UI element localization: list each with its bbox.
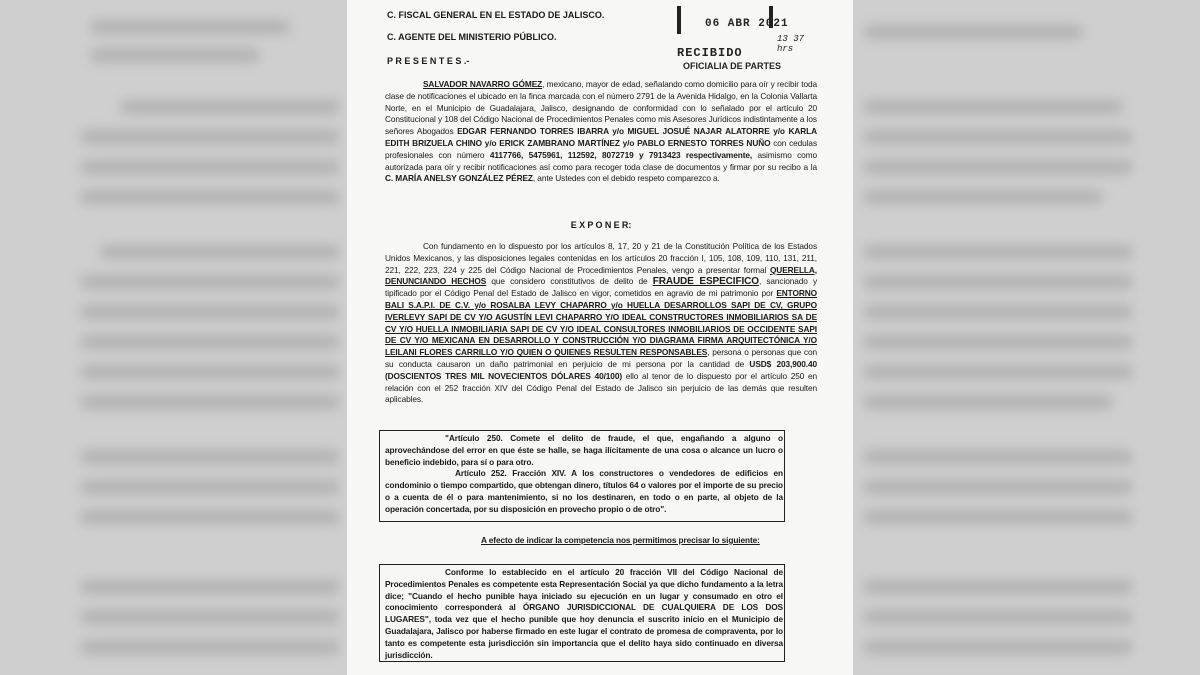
presentes-heading: P R E S E N T E S .- [387,56,470,66]
quote-competencia: Conforme lo establecido en el artículo 20 fracción VII del Código Nacional de Procedimientos Penales es competente esta Representación Social ya que dicho fundamento a la letra dice; "Cuando el hecho punible haya iniciado su ejecución en un lugar y consumado en otro el conocimiento corresponderá al ÓRGANO JURISDICCIONAL DE CUALQUIERA DE LOS DOS LUGARES", toda vez que el hecho punible que hoy denuncia el suscrito inicio en el Municipio de Guadalajara, Jalisco por haberse firmado en este lugar el contrato de promesa de compraventa, por lo tanto es competente esta jurisdicción sin importancia que el delito haya sido continuado en diversa jurisdicción. [385,567,783,660]
quote-articles [385,433,783,516]
reception-stamp [677,6,817,78]
competencia-text: A efecto de indicar la competencia nos permitimos precisar lo siguiente: [481,535,760,545]
lawyers-names: EDGAR FERNANDO TORRES IBARRA y/o MIGUEL JOSUÉ NAJAR ALATORRE y/o KARLA EDITH BRIZUELA CHINO y/o ERICK ZAMBRANO MARTÍNEZ y/o PABLO ERNESTO TORRES NUÑO [385,126,817,148]
intro-paragraph: SALVADOR NAVARRO GÓMEZ, mexicano, mayor de edad, señalando como domicilio para oír y recibir toda clase de notificaciones el ubicado en la finca marcada con el número 2791 de la Avenida Hidalgo, en la Colonia Vallarta Norte, en el Municipio de Guadalajara, Jalisco, designando de conformidad con lo señalado por el artículo 20 Constitucional y 108 del Código Nacional de Procedimientos Penales como mis Asesores Jurídicos indistintamente a los señores Abogados EDGAR FERNANDO TORRES IBARRA y/o MIGUEL JOSUÉ NAJAR ALATORRE y/o KARLA EDITH BRIZUELA CHINO y/o ERICK ZAMBRANO MARTÍNEZ y/o PABLO ERNESTO TORRES NUÑO con cedulas profesionales con número 4117766, 5475961, 112592, 8072719 y 7913423 respectivamente, asimismo como autorizada para oír y recibir notificaciones así como para recoger toda clase de documentos y firmar por su recibo a la C. MARÍA ANELSY GONZÁLEZ PÉREZ, ante Ustedes con el debido respeto comparezco a. [385,79,817,184]
article-250: "Artículo 250. Comete el delito de fraude, el que, engañando a alguno o aprovechándose del error en que éste se halle, se haga ilícitamente de una cosa o alcance un lucro o beneficio indebido, para sí o para otro. [385,433,783,467]
stamp-received: RECIBIDO [677,46,743,60]
stamp-office: OFICIALIA DE PARTES [683,61,782,71]
querella-text: QUERELLA, DENUNCIANDO HECHOS [385,264,817,287]
main-paragraph: Con fundamento en lo dispuesto por los artículos 8, 17, 20 y 21 de la Constitución Política de los Estados Unidos Mexicanos, y las disposiciones legales contenidas en los artículos 20 fracción I, 105, 108, 109, 110, 131, 211, 221, 222, 223, 224 y 225 del Código Nacional de Procedimientos Penales, vengo a presentar formal QUERELLA, DENUNCIANDO HECHOS que considero constitutivos de delito de FRAUDE ESPECIFICO, sancionado y tipificado por el Código Penal del Estado de Jalisco en vigor, cometidos en agravio de mi patrimonio por ENTORNO BALI S.A.P.I. DE C.V. y/o ROSALBA LEVY CHAPARRO y/o HUELLA DESARROLLOS SAPI DE CV, GRUPO IVERLEVY SAPI DE CV Y/O AGUSTÍN LEVI CHAPARRO Y/O IDEAL CONSTRUCTORES INMOBILIARIOS SA DE CV Y/O HUELLA INMOBILIARIA SAPI DE CV Y/O IDEAL CONSULTORES INMOBILIARIOS DE OCCIDENTE SAPI DE CV Y/O MEXICANA EN DESARROLLO Y CONSTRUCCIÓN Y/O DIAGRAMA FIRMA ARQUITECTÓNICA Y/O LEILANI FLORES CARRILLO Y/O QUIEN O QUIENES RESULTEN RESPONSABLES, persona o personas que con su conducta causaron un daño patrimonial en perjuicio de mi persona por la cantidad de USD$ 203,900.40 (DOSCIENTOS TRES MIL NOVECIENTOS DÓLARES 40/100) ello al tenor de lo dispuesto por el artículo 250 en relación con el 252 fracción XIV del Código Penal del Estado de Jalisco sin perjuicio de las demás que resulten aplicables. [385,241,818,405]
exponer-heading: E X P O N E R: [570,220,632,230]
stamp-date: 06 ABR 2021 [705,18,789,30]
stamp-time: 13 37 hrs [777,34,805,54]
addressee-line-1: C. FISCAL GENERAL EN EL ESTADO DE JALISCO. [387,10,605,20]
addressee-line-2: C. AGENTE DEL MINISTERIO PÚBLICO. [387,32,557,42]
blurred-background-right [853,0,1200,675]
accused-parties: ENTORNO BALI S.A.P.I. DE C.V. y/o ROSALBA LEVY CHAPARRO y/o HUELLA DESARROLLOS SAPI DE CV, GRUPO IVERLEVY SAPI DE CV Y/O AGUSTÍN LEVI CHAPARRO Y/O IDEAL CONSTRUCTORES INMOBILIARIOS SA DE CV Y/O HUELLA INMOBILIARIA SAPI DE CV Y/O IDEAL CONSULTORES INMOBILIARIOS DE OCCIDENTE SAPI DE CV Y/O MEXICANA EN DESARROLLO Y CONSTRUCCIÓN Y/O DIAGRAMA FIRMA ARQUITECTÓNICA Y/O LEILANI FLORES CARRILLO Y/O QUIEN O QUIENES RESULTEN RESPONSABLES [385,288,817,358]
blurred-background-left [0,0,347,675]
authorized-person: C. MARÍA ANELSY GONZÁLEZ PÉREZ [385,173,533,184]
article-252: Artículo 252. Fracción XIV. A los constructores o vendedores de edificios en condominio o tiempo compartido, que obtengan dinero, títulos 64 o valores por el importe de su precio o a cuenta de él o para mantenimiento, si no los destinaren, en todo o en parte, al objeto de la operación concertada, por su disposición en provecho propio o de otro". [385,468,783,514]
fraude-text: FRAUDE ESPECIFICO [652,276,759,288]
document-page [347,0,853,675]
damage-amount: USD$ 203,900.40 (DOSCIENTOS TRES MIL NOVECIENTOS DÓLARES 40/100) [385,358,817,381]
cedulas-numbers: 4117766, 5475961, 112592, 8072719 y 7913423 respectivamente, [489,149,753,160]
complainant-name: SALVADOR NAVARRO GÓMEZ [423,79,543,89]
